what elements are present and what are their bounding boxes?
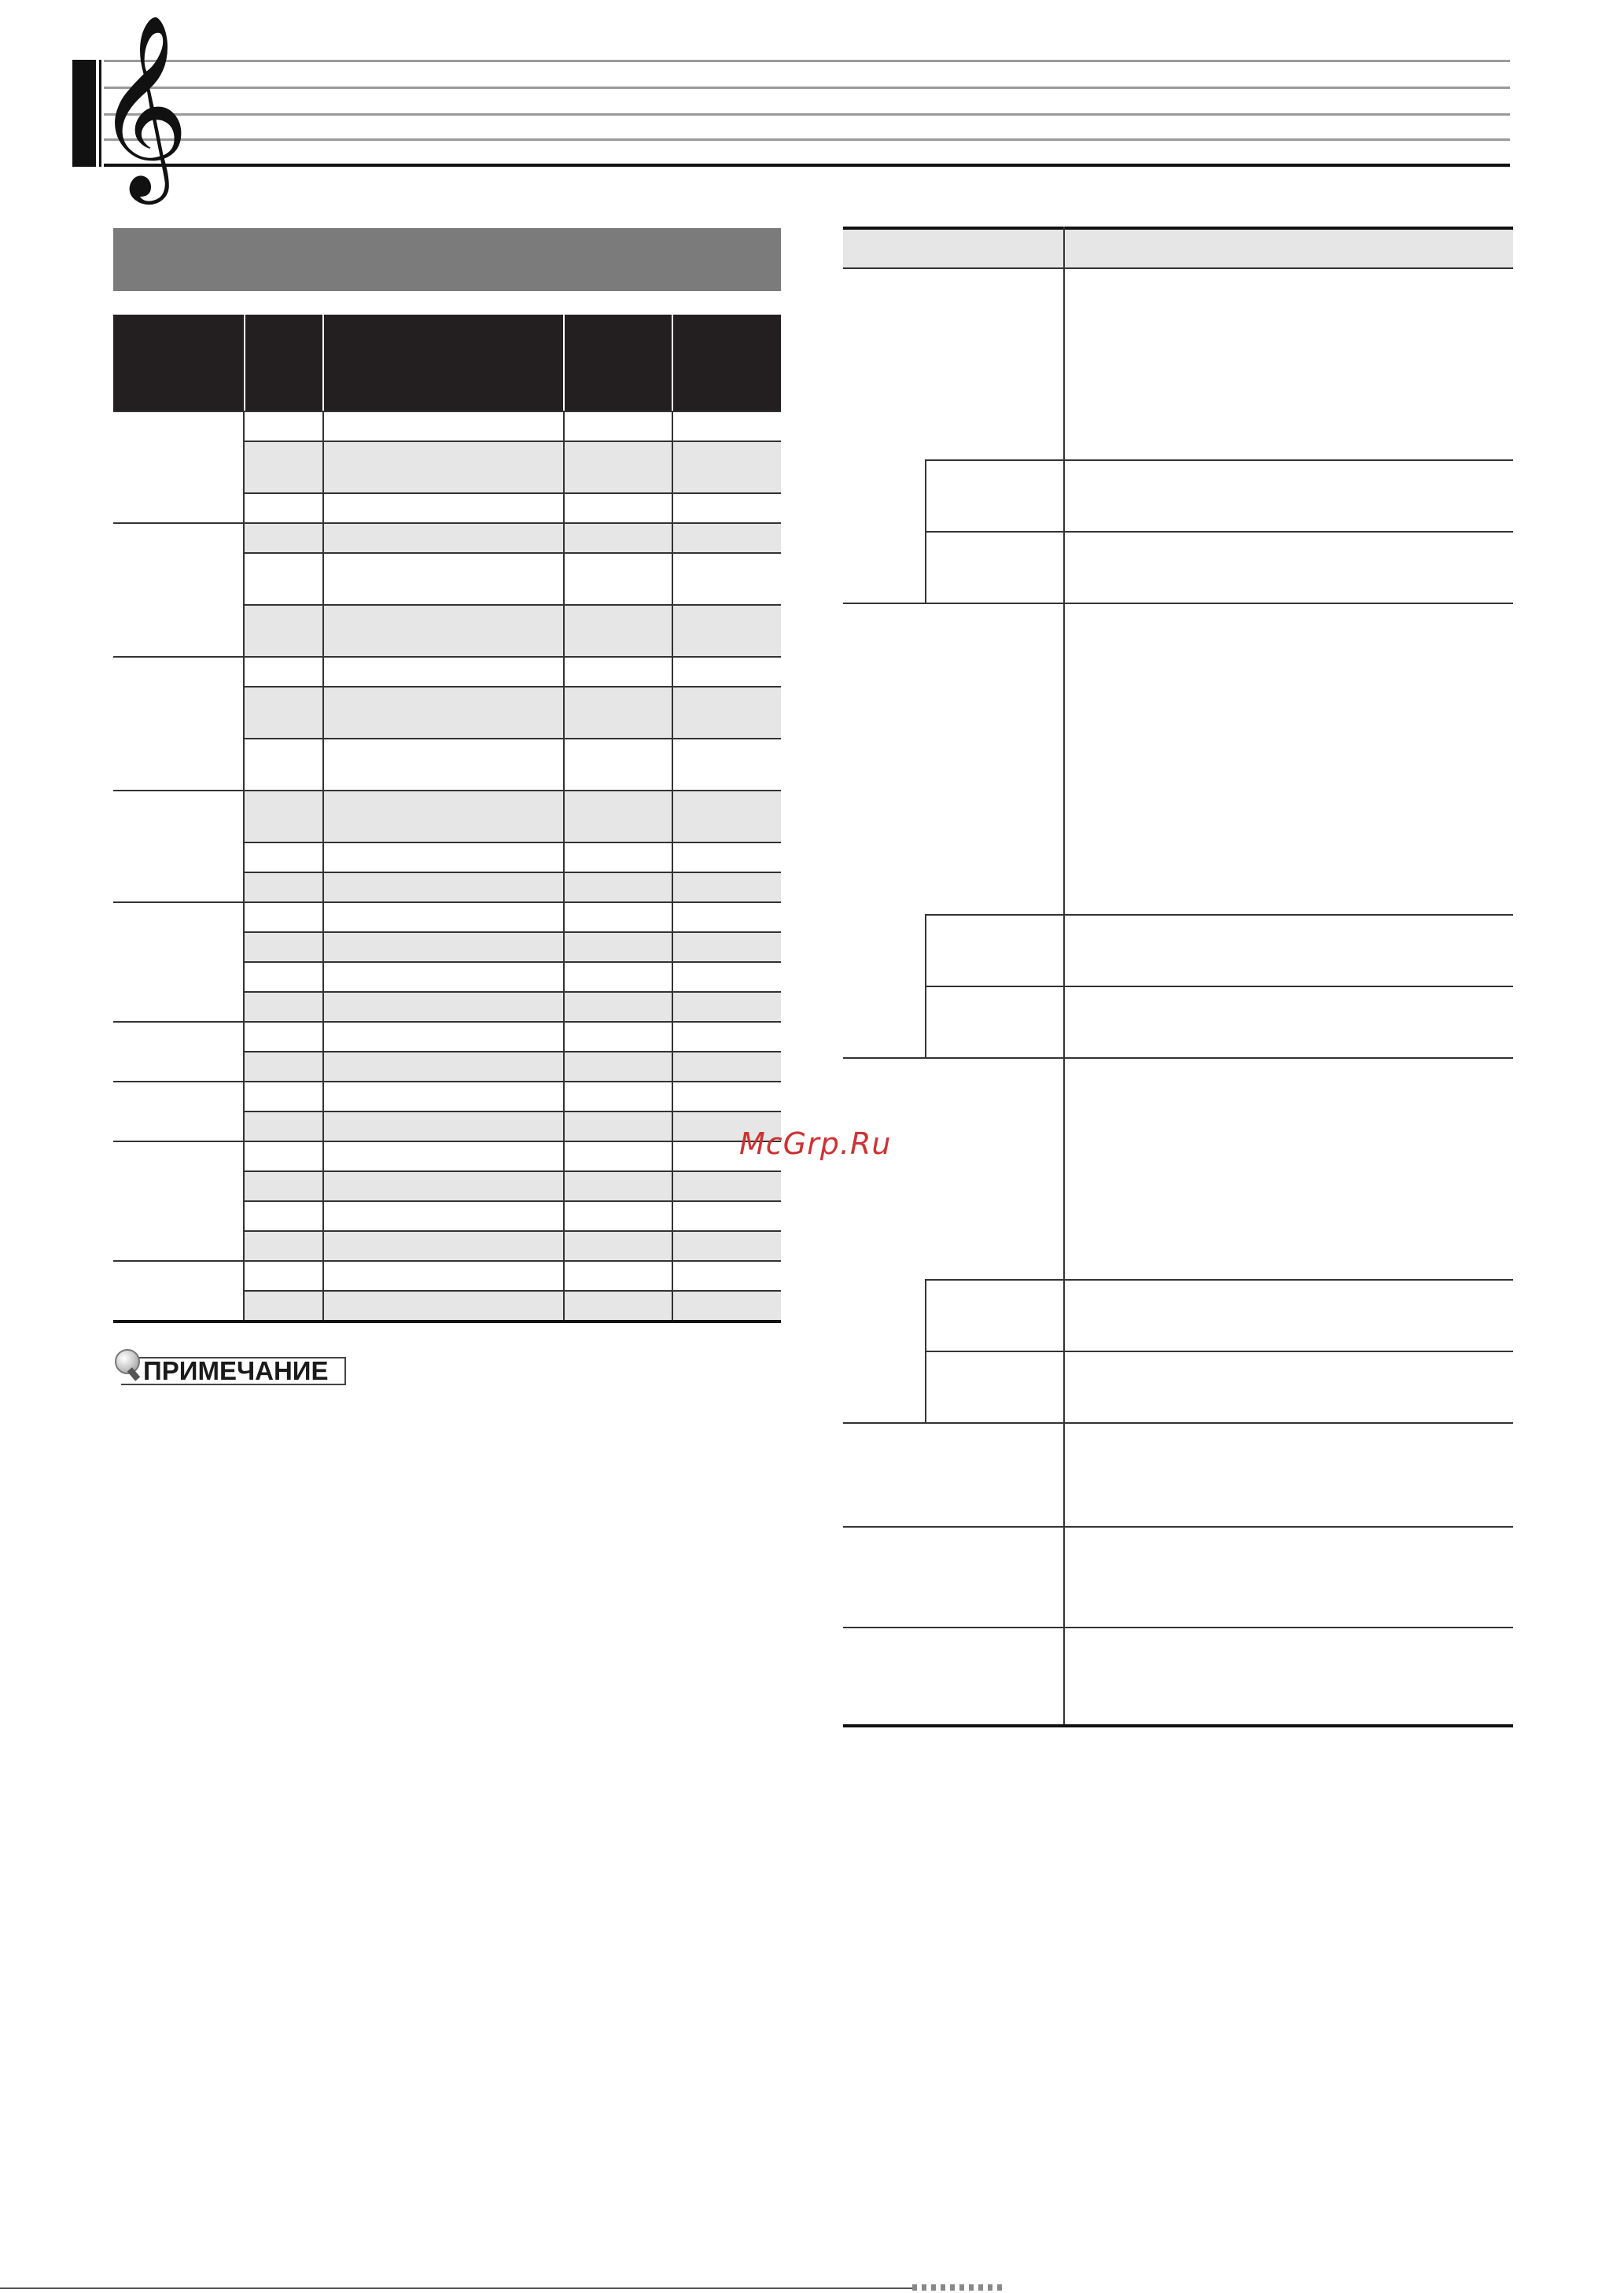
table-row <box>244 931 781 961</box>
footer-rule <box>0 2287 912 2289</box>
footer-marks <box>912 2284 1007 2291</box>
table-group <box>113 1141 244 1260</box>
row-divider <box>843 603 1513 604</box>
table-row <box>244 872 781 901</box>
table-row <box>244 604 781 656</box>
subrow-divider <box>925 914 1513 916</box>
row-divider <box>843 1422 1513 1424</box>
staff-header <box>72 13 1510 197</box>
table-row <box>244 1260 781 1290</box>
table-group <box>113 1021 244 1081</box>
table-row <box>244 1200 781 1230</box>
table-group <box>113 1260 244 1320</box>
row-divider <box>843 1526 1513 1528</box>
right-table-header <box>843 230 1513 267</box>
table-row <box>244 522 781 552</box>
table-row <box>244 1051 781 1081</box>
staff-line <box>104 138 1510 141</box>
table-row <box>244 1170 781 1200</box>
table-row <box>244 1111 781 1141</box>
staff-line <box>104 164 1510 167</box>
table-row <box>244 411 781 441</box>
table-row <box>244 842 781 872</box>
table-row <box>244 1230 781 1260</box>
column-divider <box>1063 227 1065 1724</box>
row-divider <box>843 1057 1513 1059</box>
subrow-divider <box>925 1279 1513 1281</box>
table-row <box>244 492 781 522</box>
table-row <box>244 961 781 991</box>
left-table-header <box>113 315 781 411</box>
table-row <box>244 901 781 931</box>
table-row <box>244 552 781 604</box>
staff-line <box>104 113 1510 116</box>
row-divider <box>843 1627 1513 1628</box>
subrow-column-divider <box>925 459 926 603</box>
subrow-column-divider <box>925 914 926 1057</box>
table-row <box>244 1081 781 1111</box>
table-row <box>244 738 781 790</box>
table-row <box>244 790 781 842</box>
staff-line <box>104 60 1510 62</box>
table-bottom-rule <box>113 1320 781 1323</box>
subrow-divider <box>925 1351 1513 1352</box>
table-row <box>244 441 781 492</box>
right-table <box>843 227 1513 1727</box>
note-label: ПРИМЕЧАНИЕ <box>143 1356 329 1385</box>
table-row <box>244 656 781 686</box>
table-group <box>113 411 244 522</box>
table-row <box>244 686 781 738</box>
table-group <box>113 901 244 1021</box>
table-row <box>244 991 781 1021</box>
treble-clef-icon: 𝄞 <box>96 13 190 197</box>
table-row <box>244 1141 781 1170</box>
table-group <box>113 1081 244 1141</box>
subrow-divider <box>925 531 1513 533</box>
row-divider <box>843 267 1513 269</box>
section-banner <box>113 228 781 291</box>
staff-line <box>104 87 1510 89</box>
subrow-divider <box>925 459 1513 461</box>
watermark: McGrp.Ru <box>739 1126 892 1161</box>
table-group <box>113 790 244 901</box>
right-table-bottom-rule <box>843 1724 1513 1727</box>
table-group <box>113 522 244 656</box>
staff-bar <box>72 60 96 167</box>
table-row <box>244 1290 781 1320</box>
table-group <box>113 656 244 790</box>
table-row <box>244 1021 781 1051</box>
subrow-column-divider <box>925 1279 926 1422</box>
subrow-divider <box>925 986 1513 987</box>
